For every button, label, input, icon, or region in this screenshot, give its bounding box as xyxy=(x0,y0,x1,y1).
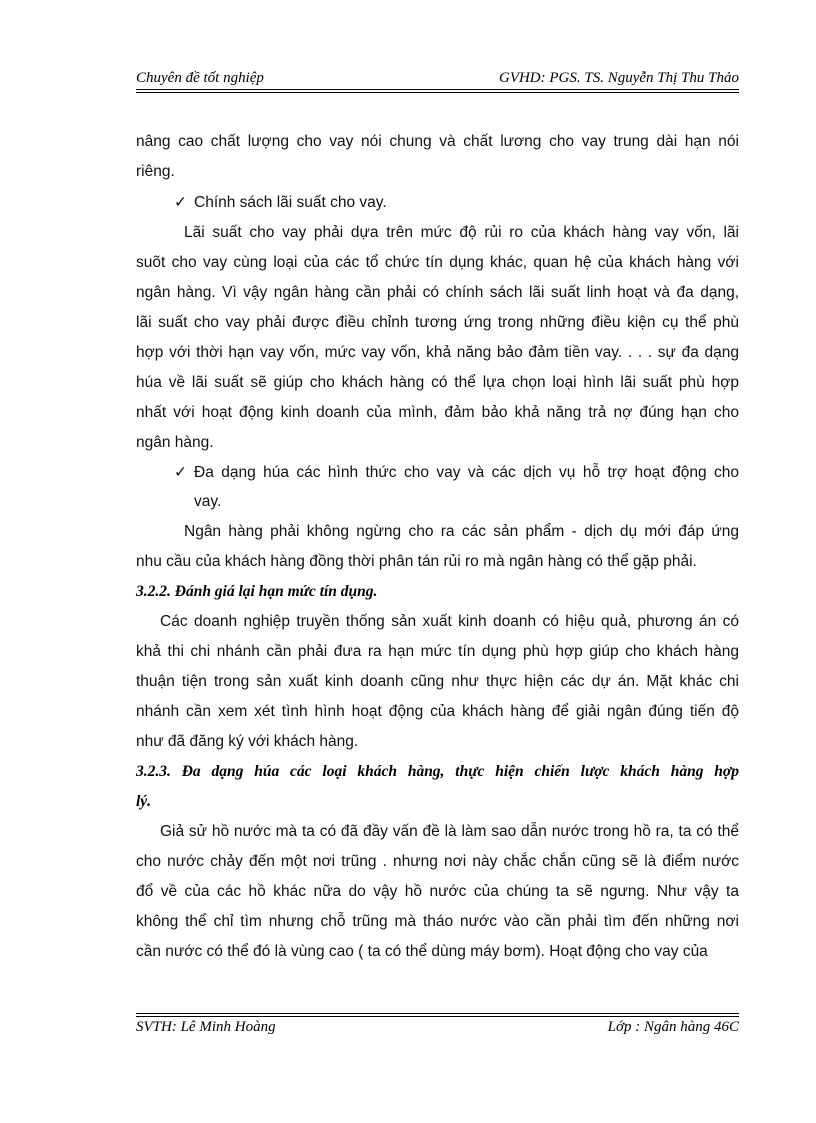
page-footer xyxy=(136,1019,739,1041)
header-divider xyxy=(136,89,739,93)
body-line: thuận tiện trong sản xuất kinh doanh cũng như thực hiện các dự án. Mặt khác chi xyxy=(136,673,739,690)
body-line: Các doanh nghiệp truyền thống sản xuất kinh doanh có hiệu quả, phương án có xyxy=(160,613,739,630)
body-line: hợp với thời hạn vay vốn, mức vay vốn, khả năng bảo đảm tiền vay. . . . sự đa dạng xyxy=(136,344,739,361)
bullet-item xyxy=(174,193,387,212)
footer-divider xyxy=(136,1013,739,1017)
body-line: cần nước có thể đó là vùng cao ( ta có thể dùng máy bơm). Hoạt động cho vay của xyxy=(136,943,708,960)
page-header xyxy=(136,68,739,90)
body-line: nhất với hoạt động kinh doanh của mình, đảm bảo khả năng trả nợ đúng hạn cho xyxy=(136,404,739,421)
body-line: vay. xyxy=(194,493,222,510)
bullet-item xyxy=(174,463,739,482)
header-supervisor: GVHD: PGS. TS. Nguyễn Thị Thu Thảo xyxy=(498,70,739,86)
body-line: suõt cho vay cùng loại của các tổ chức tín dụng khác, quan hệ của khách hàng với xyxy=(136,254,739,271)
checkmark-icon: ✓ xyxy=(174,194,187,211)
body-line: ngân hàng. Vì vậy ngân hàng cần phải có chính sách lãi suất linh hoạt và đa dạng, xyxy=(136,284,739,301)
body-line: riêng. xyxy=(136,163,175,180)
body-line: nhu cầu của khách hàng đồng thời phân tán rủi ro mà ngân hàng có thể gặp phải. xyxy=(136,553,697,570)
body-line: đổ về của các hồ khác nữa do vậy hồ nước của chúng ta sẽ ngưng. Như vậy ta xyxy=(136,883,739,900)
bullet-text: Chính sách lãi suất cho vay. xyxy=(194,194,387,211)
body-line: Lãi suất cho vay phải dựa trên mức độ rủi ro của khách hàng vay vốn, lãi xyxy=(184,224,739,241)
body-line: khả thi chi nhánh cần phải đưa ra hạn mức tín dụng phù hợp giúp cho khách hàng xyxy=(136,643,739,660)
footer-class: Lớp : Ngân hàng 46C xyxy=(607,1019,739,1035)
body-line: nhánh cần xem xét tình hình hoạt động của khách hàng để giải ngân đúng tiến độ xyxy=(136,703,739,720)
bullet-text: Đa dạng húa các hình thức cho vay và các dịch vụ hỗ trợ hoạt động cho xyxy=(194,464,739,481)
footer-student: SVTH: Lê Minh Hoàng xyxy=(136,1019,276,1035)
body-line: không thể chỉ tìm nhưng chỗ trũng mà tháo nước vào cần phải tìm đến những nơi xyxy=(136,913,739,930)
body-line: húa về lãi suất sẽ giúp cho khách hàng có thể lựa chọn loại hình lãi suất phù hợp xyxy=(136,374,739,391)
body-line: Giả sử hồ nước mà ta có đã đầy vấn đề là làm sao dẫn nước trong hồ ra, ta có thể xyxy=(160,823,739,840)
checkmark-icon: ✓ xyxy=(174,464,187,481)
section-heading: 3.2.3. Đa dạng húa các loại khách hàng, thực hiện chiến lược khách hàng hợp xyxy=(136,763,739,780)
section-heading: 3.2.2. Đánh giá lại hạn mức tín dụng. xyxy=(136,583,378,600)
body-line: Ngân hàng phải không ngừng cho ra các sản phẩm - dịch dụ mới đáp ứng xyxy=(184,523,739,540)
body-line: ngân hàng. xyxy=(136,434,214,451)
section-heading: lý. xyxy=(136,793,152,810)
body-line: như đã đăng ký với khách hàng. xyxy=(136,733,359,750)
header-document-type: Chuyên đề tốt nghiệp xyxy=(136,70,264,86)
body-line: nâng cao chất lượng cho vay nói chung và chất lương cho vay trung dài hạn nói xyxy=(136,133,739,150)
body-line: cho nước chảy đến một nơi trũng . nhưng nơi này chắc chắn cũng sẽ là điểm nước xyxy=(136,853,739,870)
body-line: lãi suất cho vay phải được điều chỉnh tương ứng trong những điều kiện cụ thể phù xyxy=(136,314,739,331)
